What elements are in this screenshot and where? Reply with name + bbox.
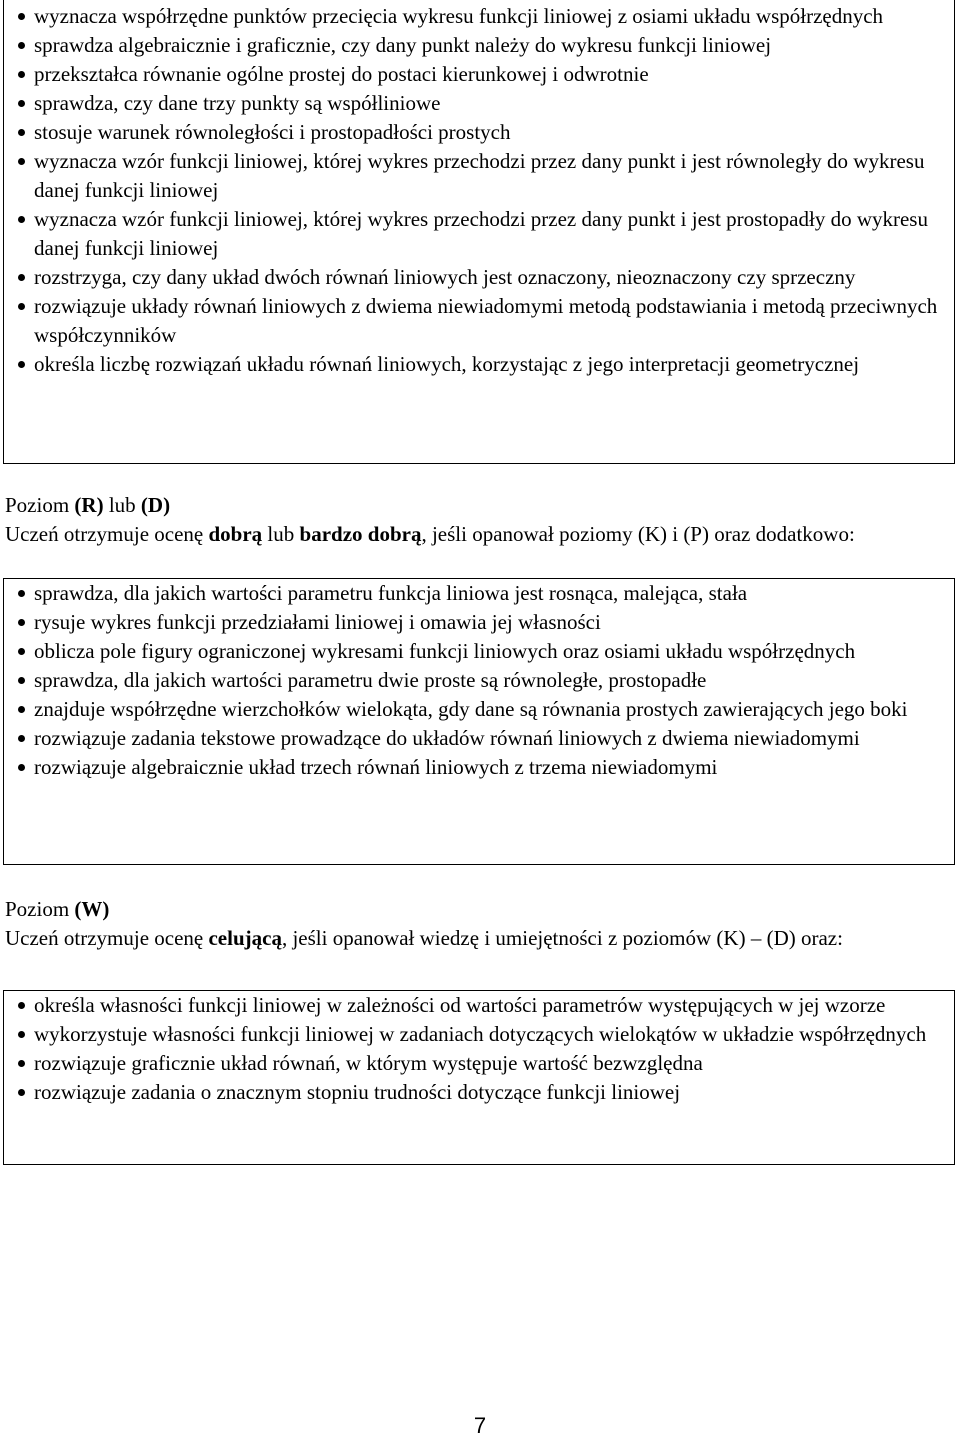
list-item xyxy=(10,666,954,695)
list-item xyxy=(10,991,954,1020)
skills-box-w xyxy=(3,990,955,1165)
level-w-section xyxy=(5,895,950,953)
bullet-icon xyxy=(18,590,25,597)
list-item-text: znajduje współrzędne wierzchołków wielokąta, gdy dane są równania prostych zawierających jego boki xyxy=(34,697,908,721)
bullet-icon xyxy=(18,1060,25,1067)
bullet-icon xyxy=(18,1002,25,1009)
list-item xyxy=(10,31,954,60)
list-item-text: rozwiązuje algebraicznie układ trzech równań liniowych z trzema niewiadomymi xyxy=(34,755,718,779)
level-r-label: (R) xyxy=(74,493,104,517)
list-item-text: przekształca równanie ogólne prostej do postaci kierunkowej i odwrotnie xyxy=(34,62,649,86)
bullet-icon xyxy=(18,619,25,626)
list-item xyxy=(10,2,954,31)
description-prefix: Uczeń otrzymuje ocenę xyxy=(5,522,209,546)
bullet-icon xyxy=(18,735,25,742)
level-w-label: (W) xyxy=(74,897,110,921)
list-item-text: wyznacza współrzędne punktów przecięcia wykresu funkcji liniowej z osiami układu współrzędnych xyxy=(34,4,884,28)
list-item xyxy=(10,1078,954,1107)
bullet-icon xyxy=(18,71,25,78)
bullet-icon xyxy=(18,274,25,281)
list-item xyxy=(10,1020,954,1049)
list-item xyxy=(10,292,954,350)
bullet-icon xyxy=(18,13,25,20)
description-prefix: Uczeń otrzymuje ocenę xyxy=(5,926,209,950)
skills-box-kp xyxy=(3,0,955,464)
list-item-text: rozwiązuje graficznie układ równań, w którym występuje wartość bezwzględna xyxy=(34,1051,703,1075)
level-rd-section xyxy=(5,491,950,549)
list-item-text: sprawdza, czy dane trzy punkty są współliniowe xyxy=(34,91,441,115)
bullet-icon xyxy=(18,764,25,771)
list-item xyxy=(10,724,954,753)
list-item-text: rozwiązuje zadania tekstowe prowadzące do układów równań liniowych z dwiema niewiadomymi xyxy=(34,726,860,750)
skills-box-rd xyxy=(3,578,955,865)
list-item xyxy=(10,695,954,724)
list-item xyxy=(10,753,954,782)
list-item-text: rozwiązuje zadania o znacznym stopniu trudności dotyczące funkcji liniowej xyxy=(34,1080,681,1104)
list-item xyxy=(10,579,954,608)
list-item-text: określa liczbę rozwiązań układu równań liniowych, korzystając z jego interpretacji geometrycznej xyxy=(34,352,860,376)
list-item xyxy=(10,89,954,118)
list-item-text: sprawdza, dla jakich wartości parametru dwie proste są równoległe, prostopadłe xyxy=(34,668,707,692)
list-item xyxy=(10,118,954,147)
bullet-icon xyxy=(18,1031,25,1038)
skills-list-kp xyxy=(4,0,954,379)
bullet-icon xyxy=(18,158,25,165)
list-item-text: rozwiązuje układy równań liniowych z dwiema niewiadomymi metodą podstawiania i metodą przeciwnych współczynników xyxy=(34,294,938,347)
list-item xyxy=(10,1049,954,1078)
list-item-text: wyznacza wzór funkcji liniowej, której wykres przechodzi przez dany punkt i jest równoległy do wykresu danej funkcji liniowej xyxy=(34,149,925,202)
bullet-icon xyxy=(18,216,25,223)
heading-prefix: Poziom xyxy=(5,493,75,517)
bullet-icon xyxy=(18,706,25,713)
list-item-text: rysuje wykres funkcji przedziałami liniowej i omawia jej własności xyxy=(34,610,601,634)
bullet-icon xyxy=(18,100,25,107)
list-item-text: sprawdza algebraicznie i graficznie, czy dany punkt należy do wykresu funkcji liniowej xyxy=(34,33,772,57)
list-item-text: stosuje warunek równoległości i prostopadłości prostych xyxy=(34,120,511,144)
list-item xyxy=(10,147,954,205)
list-item-text: oblicza pole figury ograniczonej wykresami funkcji liniowych oraz osiami układu współrzędnych xyxy=(34,639,856,663)
list-item-text: wykorzystuje własności funkcji liniowej w zadaniach dotyczących wielokątów w układzie współrzędnych xyxy=(34,1022,927,1046)
level-d-label: (D) xyxy=(140,493,171,517)
bullet-icon xyxy=(18,677,25,684)
bullet-icon xyxy=(18,303,25,310)
bullet-icon xyxy=(18,361,25,368)
list-item-text: rozstrzyga, czy dany układ dwóch równań liniowych jest oznaczony, nieoznaczony czy sprzeczny xyxy=(34,265,856,289)
list-item xyxy=(10,637,954,666)
list-item-text: sprawdza, dla jakich wartości parametru funkcja liniowa jest rosnąca, malejąca, stała xyxy=(34,581,748,605)
bullet-icon xyxy=(18,42,25,49)
grade-good: dobrą xyxy=(208,522,263,546)
bullet-icon xyxy=(18,129,25,136)
heading-prefix: Poziom xyxy=(5,897,75,921)
list-item xyxy=(10,263,954,292)
grade-very-good: bardzo dobrą xyxy=(299,522,422,546)
bullet-icon xyxy=(18,648,25,655)
grade-excellent: celującą xyxy=(208,926,282,950)
skills-list-w xyxy=(4,991,954,1107)
level-w-heading xyxy=(5,895,950,924)
list-item xyxy=(10,60,954,89)
list-item xyxy=(10,350,954,379)
description-connector: lub xyxy=(262,522,300,546)
heading-connector: lub xyxy=(103,493,141,517)
list-item xyxy=(10,608,954,637)
level-w-description xyxy=(5,924,950,953)
list-item-text: określa własności funkcji liniowej w zależności od wartości parametrów występujących w jej wzorze xyxy=(34,993,886,1017)
page-number: 7 xyxy=(473,1413,487,1438)
description-suffix: , jeśli opanował poziomy (K) i (P) oraz dodatkowo: xyxy=(421,522,855,546)
description-suffix: , jeśli opanował wiedzę i umiejętności z poziomów (K) – (D) oraz: xyxy=(281,926,843,950)
bullet-icon xyxy=(18,1089,25,1096)
list-item-text: wyznacza wzór funkcji liniowej, której wykres przechodzi przez dany punkt i jest prostopadły do wykresu danej funkcji liniowej xyxy=(34,207,928,260)
level-rd-description xyxy=(5,520,950,549)
skills-list-rd xyxy=(4,579,954,782)
list-item xyxy=(10,205,954,263)
level-rd-heading xyxy=(5,491,950,520)
